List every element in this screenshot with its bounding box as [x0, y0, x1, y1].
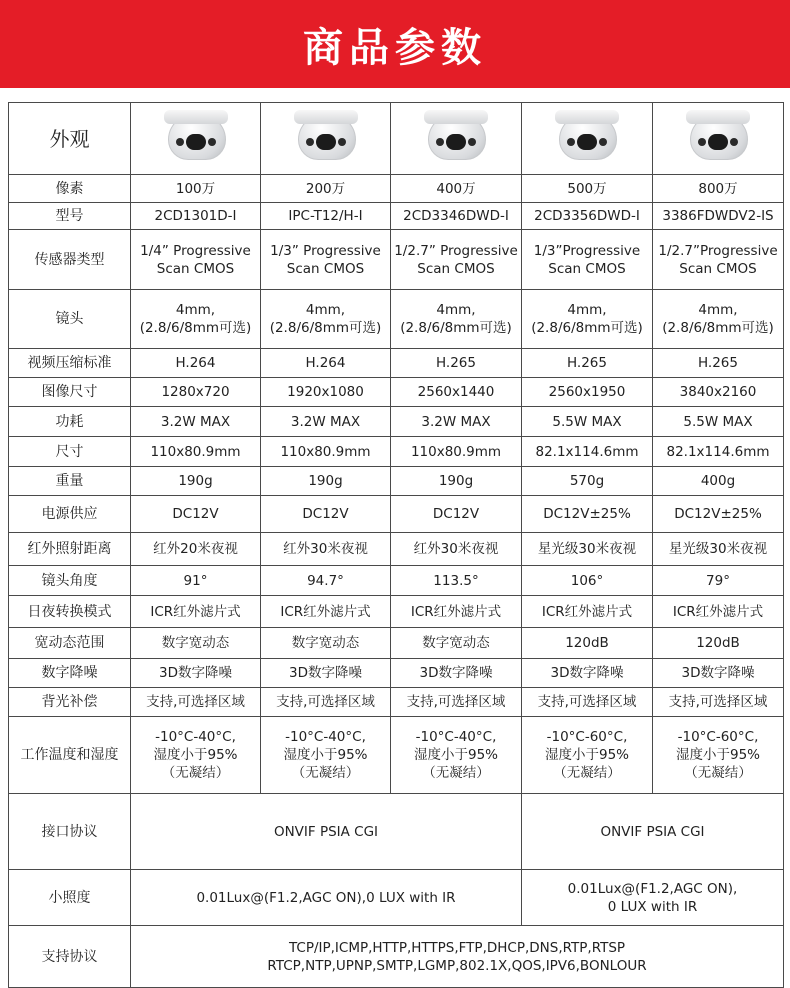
spec-cell-line: Scan CMOS — [548, 260, 626, 277]
spec-cell: ONVIF PSIA CGI — [522, 794, 784, 870]
spec-cell-line: -10°C-40°C, — [155, 729, 236, 745]
spec-cell: 190g — [131, 467, 261, 496]
spec-cell-line: -10°C-60°C, — [546, 729, 628, 745]
spec-cell: 支持,可选择区域 — [391, 688, 522, 717]
page-title: 商品参数 — [303, 24, 487, 71]
spec-row — [9, 596, 784, 628]
spec-cell-line: (2.8/6/8mm可选) — [531, 320, 643, 336]
spec-cell-line: (2.8/6/8mm可选) — [269, 320, 382, 336]
spec-cell — [653, 230, 784, 290]
row-label: 数字降噪 — [9, 659, 131, 688]
spec-cell: 190g — [391, 467, 522, 496]
spec-cell: ICR红外滤片式 — [653, 596, 784, 628]
spec-cell — [391, 290, 522, 349]
spec-cell: H.264 — [131, 349, 261, 378]
spec-cell: H.265 — [391, 349, 522, 378]
spec-cell: 2CD1301D-I — [131, 203, 261, 230]
spec-cell: 星光级30米夜视 — [653, 533, 784, 566]
row-label: 镜头角度 — [9, 566, 131, 596]
spec-cell-line: Scan CMOS — [679, 260, 757, 277]
spec-cell — [653, 290, 784, 349]
spec-cell-line: -10°C-60°C, — [677, 729, 759, 745]
spec-row — [9, 290, 784, 349]
spec-cell: 3D数字降噪 — [261, 659, 391, 688]
spec-cell-line: 1/2.7” Progressive — [394, 242, 518, 259]
row-label: 红外照射距离 — [9, 533, 131, 566]
row-label: 像素 — [9, 175, 131, 203]
spec-cell: DC12V — [261, 496, 391, 533]
spec-row — [9, 203, 784, 230]
spec-cell: 82.1x114.6mm — [522, 437, 653, 467]
spec-cell-line: 1/3” Progressive — [270, 242, 381, 259]
spec-cell: DC12V — [131, 496, 261, 533]
spec-cell-line: （无凝结） — [422, 765, 490, 781]
spec-cell — [261, 290, 391, 349]
spec-cell: 120dB — [522, 628, 653, 659]
spec-cell: 94.7° — [261, 566, 391, 596]
title-banner — [0, 0, 790, 88]
spec-cell: 2560x1950 — [522, 378, 653, 407]
spec-cell: 数字宽动态 — [131, 628, 261, 659]
dome-camera-icon — [424, 108, 488, 164]
spec-cell: 2560x1440 — [391, 378, 522, 407]
spec-cell: 91° — [131, 566, 261, 596]
spec-cell — [522, 230, 653, 290]
spec-cell-line: -10°C-40°C, — [415, 729, 497, 745]
spec-cell: 3D数字降噪 — [391, 659, 522, 688]
spec-cell-line: 1/2.7”Progressive — [658, 242, 778, 259]
row-label: 重量 — [9, 467, 131, 496]
spec-cell: 110x80.9mm — [261, 437, 391, 467]
spec-cell-line: TCP/IP,ICMP,HTTP,HTTPS,FTP,DHCP,DNS,RTP,RTSP — [288, 939, 626, 956]
interface-row — [9, 794, 784, 870]
spec-cell-line: 湿度小于95% — [283, 747, 368, 763]
spec-cell: DC12V — [391, 496, 522, 533]
row-label: 尺寸 — [9, 437, 131, 467]
spec-cell: 110x80.9mm — [131, 437, 261, 467]
spec-cell: 400g — [653, 467, 784, 496]
spec-cell — [131, 717, 261, 794]
spec-cell-line: 4mm, — [175, 302, 216, 318]
spec-cell-line: 湿度小于95% — [413, 747, 498, 763]
spec-table — [8, 102, 784, 988]
dome-camera-icon — [164, 108, 228, 164]
row-label: 支持协议 — [9, 926, 131, 988]
spec-cell: 2CD3346DWD-I — [391, 203, 522, 230]
spec-cell: 5.5W MAX — [653, 407, 784, 437]
spec-cell-line: -10°C-40°C, — [285, 729, 366, 745]
spec-cell: 106° — [522, 566, 653, 596]
spec-cell — [131, 290, 261, 349]
spec-cell: 支持,可选择区域 — [261, 688, 391, 717]
spec-row — [9, 533, 784, 566]
spec-cell: H.265 — [522, 349, 653, 378]
spec-cell: 3D数字降噪 — [131, 659, 261, 688]
spec-cell — [522, 290, 653, 349]
spec-cell-line: （无凝结） — [553, 765, 621, 781]
spec-cell-line: （无凝结） — [161, 765, 230, 781]
row-label: 传感器类型 — [9, 230, 131, 290]
spec-row — [9, 378, 784, 407]
row-label: 背光补偿 — [9, 688, 131, 717]
spec-cell-line: 湿度小于95% — [544, 747, 629, 763]
spec-cell-line: 4mm, — [698, 302, 738, 318]
spec-cell-line: 0 LUX with IR — [607, 898, 698, 915]
spec-row — [9, 628, 784, 659]
spec-cell — [522, 717, 653, 794]
spec-cell-line: 1/4” Progressive — [140, 242, 251, 259]
spec-cell-line: （无凝结） — [684, 765, 752, 781]
spec-cell: H.264 — [261, 349, 391, 378]
spec-cell: 570g — [522, 467, 653, 496]
spec-cell-line: 湿度小于95% — [153, 747, 238, 763]
spec-cell-line: Scan CMOS — [286, 260, 365, 277]
spec-cell: 3.2W MAX — [391, 407, 522, 437]
spec-cell-line: (2.8/6/8mm可选) — [400, 320, 512, 336]
spec-row — [9, 230, 784, 290]
camera-image-cell — [131, 103, 261, 175]
spec-row — [9, 566, 784, 596]
spec-cell: 红外20米夜视 — [131, 533, 261, 566]
spec-cell — [131, 230, 261, 290]
spec-cell: 数字宽动态 — [391, 628, 522, 659]
spec-row — [9, 496, 784, 533]
spec-cell: ICR红外滤片式 — [261, 596, 391, 628]
spec-cell: 113.5° — [391, 566, 522, 596]
camera-image-cell — [653, 103, 784, 175]
row-label: 视频压缩标准 — [9, 349, 131, 378]
spec-cell: ICR红外滤片式 — [522, 596, 653, 628]
spec-cell-line: RTCP,NTP,UPNP,SMTP,LGMP,802.1X,QOS,IPV6,BONLOUR — [267, 957, 647, 974]
row-label: 图像尺寸 — [9, 378, 131, 407]
spec-cell: 3D数字降噪 — [522, 659, 653, 688]
spec-cell: IPC-T12/H-I — [261, 203, 391, 230]
spec-cell: 190g — [261, 467, 391, 496]
spec-cell: 红外30米夜视 — [261, 533, 391, 566]
spec-row — [9, 688, 784, 717]
spec-cell-line: Scan CMOS — [417, 260, 495, 277]
appearance-row — [9, 103, 784, 175]
spec-row — [9, 717, 784, 794]
spec-cell: ICR红外滤片式 — [131, 596, 261, 628]
spec-cell: 3D数字降噪 — [653, 659, 784, 688]
spec-cell: DC12V±25% — [522, 496, 653, 533]
spec-cell: 5.5W MAX — [522, 407, 653, 437]
spec-cell-line: 4mm, — [436, 302, 476, 318]
spec-cell-line: 湿度小于95% — [675, 747, 760, 763]
illumination-row — [9, 870, 784, 926]
spec-cell: 3386FDWDV2-IS — [653, 203, 784, 230]
spec-cell: 500万 — [522, 175, 653, 203]
spec-cell — [391, 230, 522, 290]
spec-row — [9, 407, 784, 437]
spec-cell: 400万 — [391, 175, 522, 203]
spec-cell: 支持,可选择区域 — [131, 688, 261, 717]
spec-cell: 110x80.9mm — [391, 437, 522, 467]
row-label: 日夜转换模式 — [9, 596, 131, 628]
spec-cell: 3.2W MAX — [261, 407, 391, 437]
spec-cell: ONVIF PSIA CGI — [131, 794, 522, 870]
spec-cell: 100万 — [131, 175, 261, 203]
spec-cell: H.265 — [653, 349, 784, 378]
spec-cell: 支持,可选择区域 — [653, 688, 784, 717]
spec-row — [9, 349, 784, 378]
spec-row — [9, 175, 784, 203]
spec-cell — [653, 717, 784, 794]
spec-cell: 3.2W MAX — [131, 407, 261, 437]
dome-camera-icon — [686, 108, 750, 164]
dome-camera-icon — [555, 108, 619, 164]
dome-camera-icon — [294, 108, 358, 164]
row-label: 型号 — [9, 203, 131, 230]
camera-image-cell — [261, 103, 391, 175]
spec-cell: 82.1x114.6mm — [653, 437, 784, 467]
spec-cell-line: (2.8/6/8mm可选) — [662, 320, 774, 336]
spec-cell-line: 1/3”Progressive — [533, 242, 641, 259]
spec-cell: DC12V±25% — [653, 496, 784, 533]
spec-cell: 200万 — [261, 175, 391, 203]
spec-cell: 0.01Lux@(F1.2,AGC ON),0 LUX with IR — [131, 870, 522, 926]
spec-cell-line: （无凝结） — [291, 765, 360, 781]
spec-cell: 3840x2160 — [653, 378, 784, 407]
spec-cell: 红外30米夜视 — [391, 533, 522, 566]
spec-cell: 1920x1080 — [261, 378, 391, 407]
row-label: 镜头 — [9, 290, 131, 349]
spec-cell-line: (2.8/6/8mm可选) — [139, 320, 252, 336]
spec-row — [9, 437, 784, 467]
spec-cell — [131, 926, 784, 988]
spec-row — [9, 659, 784, 688]
spec-cell: 79° — [653, 566, 784, 596]
camera-image-cell — [391, 103, 522, 175]
row-label: 宽动态范围 — [9, 628, 131, 659]
row-label: 外观 — [9, 103, 131, 175]
row-label: 小照度 — [9, 870, 131, 926]
row-label: 工作温度和湿度 — [9, 717, 131, 794]
spec-cell: ICR红外滤片式 — [391, 596, 522, 628]
row-label: 电源供应 — [9, 496, 131, 533]
spec-cell: 800万 — [653, 175, 784, 203]
row-label: 功耗 — [9, 407, 131, 437]
camera-image-cell — [522, 103, 653, 175]
spec-cell: 120dB — [653, 628, 784, 659]
spec-cell: 1280x720 — [131, 378, 261, 407]
spec-cell: 支持,可选择区域 — [522, 688, 653, 717]
spec-cell: 数字宽动态 — [261, 628, 391, 659]
spec-cell — [261, 717, 391, 794]
spec-cell-line: 4mm, — [305, 302, 346, 318]
spec-cell — [261, 230, 391, 290]
spec-cell-line: 0.01Lux@(F1.2,AGC ON), — [567, 880, 738, 897]
spec-cell — [391, 717, 522, 794]
row-label: 接口协议 — [9, 794, 131, 870]
spec-cell: 2CD3356DWD-I — [522, 203, 653, 230]
spec-cell-line: Scan CMOS — [156, 260, 235, 277]
spec-cell-line: 4mm, — [567, 302, 607, 318]
spec-row — [9, 467, 784, 496]
protocols-row — [9, 926, 784, 988]
spec-cell — [522, 870, 784, 926]
spec-cell: 星光级30米夜视 — [522, 533, 653, 566]
